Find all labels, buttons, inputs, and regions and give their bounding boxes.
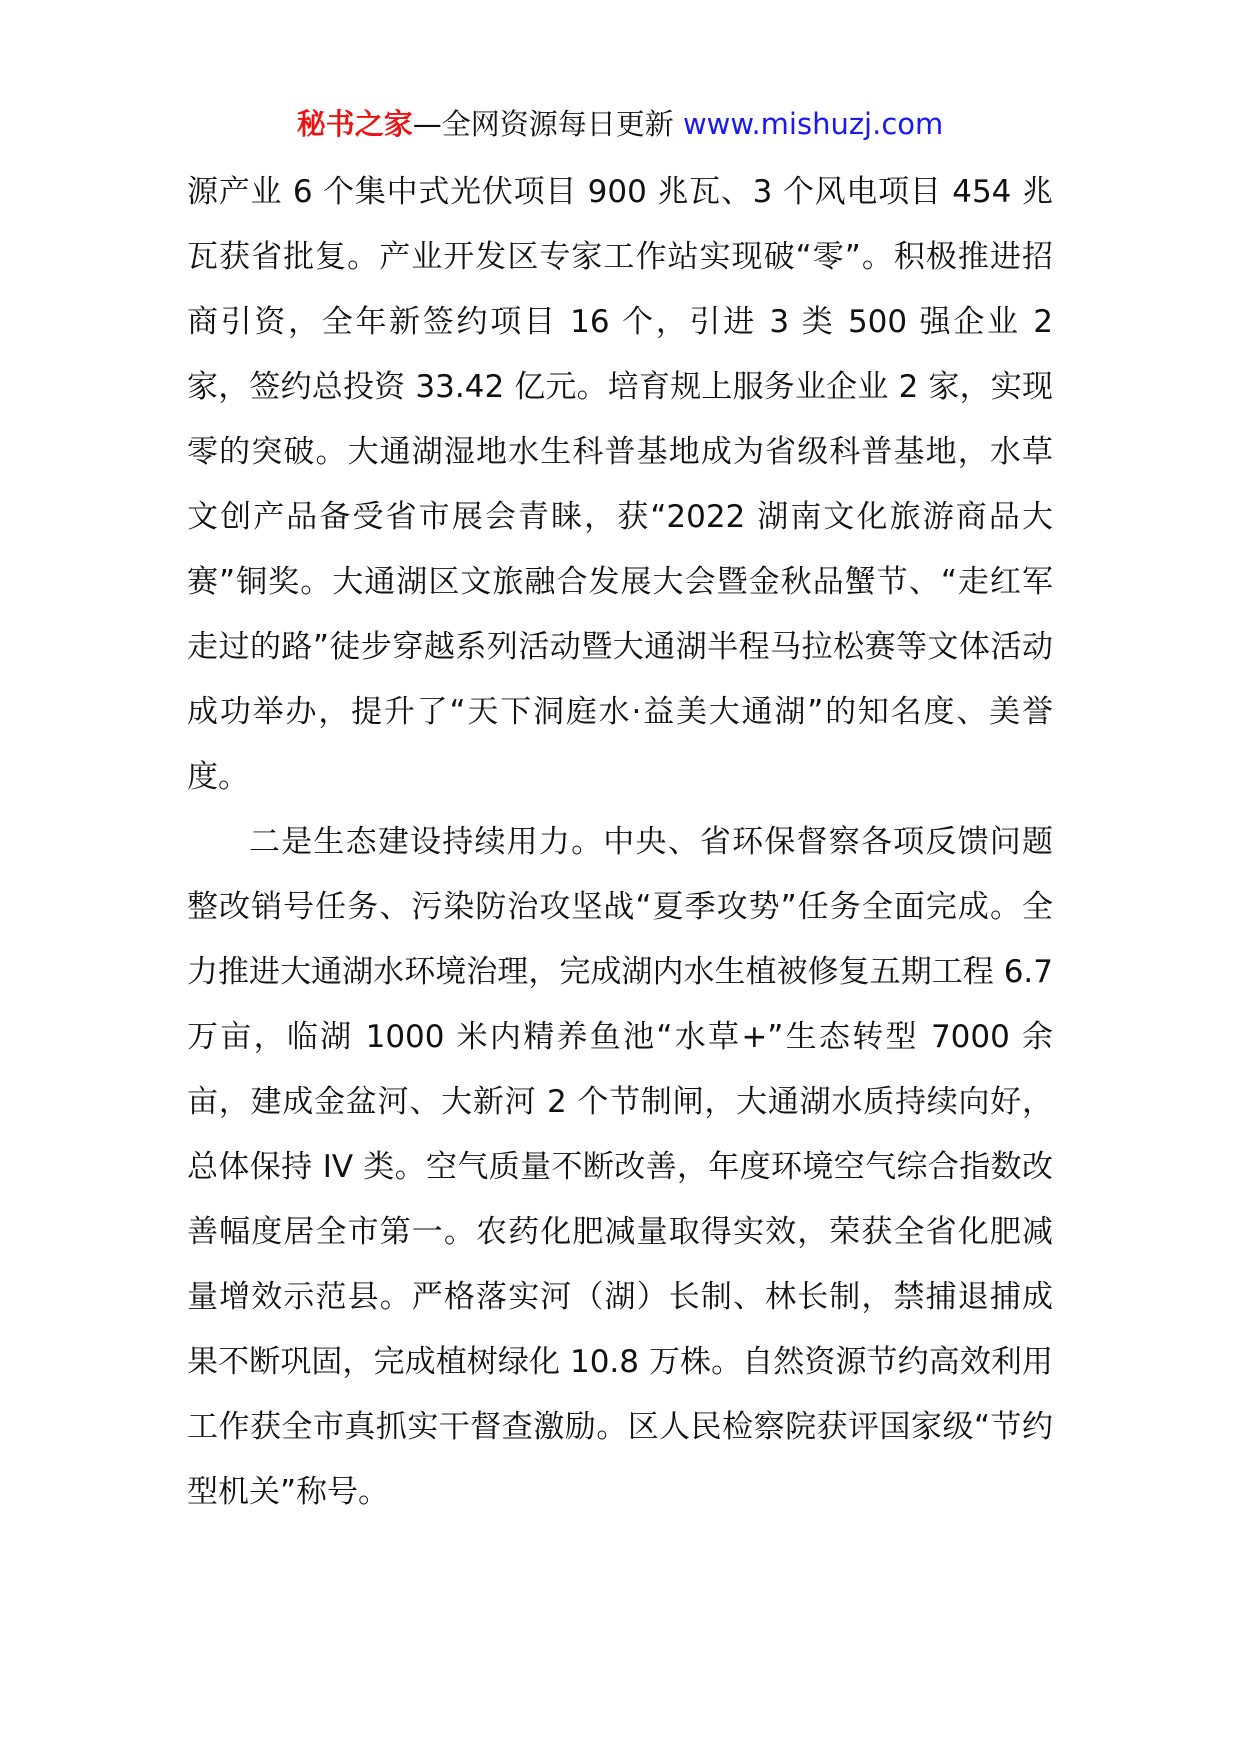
header-url-link[interactable]: www.mishuzj.com [682,107,944,141]
paragraph-ecology: 二是生态建设持续用力。中央、省环保督察各项反馈问题整改销号任务、污染防治攻坚战“夏季攻势”任务全面完成。全力推进大通湖水环境治理，完成湖内水生植被修复五期工程 6.7 万亩，临湖 1000 米内精养鱼池“水草+”生态转型 7000 余亩，建成金盆河、大新河 2 个节制闸，大通湖水质持续向好，总体保持 IV 类。空气质量不断改善，年度环境空气综合指数改善幅度居全市第一。农药化肥减量取得实效，荣获全省化肥减量增效示范县。严格落实河（湖）长制、林长制，禁捕退捕成果不断巩固，完成植树绿化 10.8 万株。自然资源节约高效利用工作获全市真抓实干督查激励。区人民检察院获评国家级“节约型机关”称号。 [187,824,1053,1510]
header-tagline: —全网资源每日更新 [412,107,674,141]
document-body [187,160,1053,1525]
header-brand: 秘书之家 [296,107,413,141]
paragraph-continued: 源产业 6 个集中式光伏项目 900 兆瓦、3 个风电项目 454 兆瓦获省批复。产业开发区专家工作站实现破“零”。积极推进招商引资，全年新签约项目 16 个，引进 3 类 500 强企业 2 家，签约总投资 33.42 亿元。培育规上服务业企业 2 家，实现零的突破。大通湖湿地水生科普基地成为省级科普基地，水草文创产品备受省市展会青睐，获“2022 湖南文化旅游商品大赛”铜奖。大通湖区文旅融合发展大会暨金秋品蟹节、“走红军走过的路”徒步穿越系列活动暨大通湖半程马拉松赛等文体活动成功举办，提升了“天下洞庭水·益美大通湖”的知名度、美誉度。 [187,174,1053,795]
page-header [0,104,1240,144]
